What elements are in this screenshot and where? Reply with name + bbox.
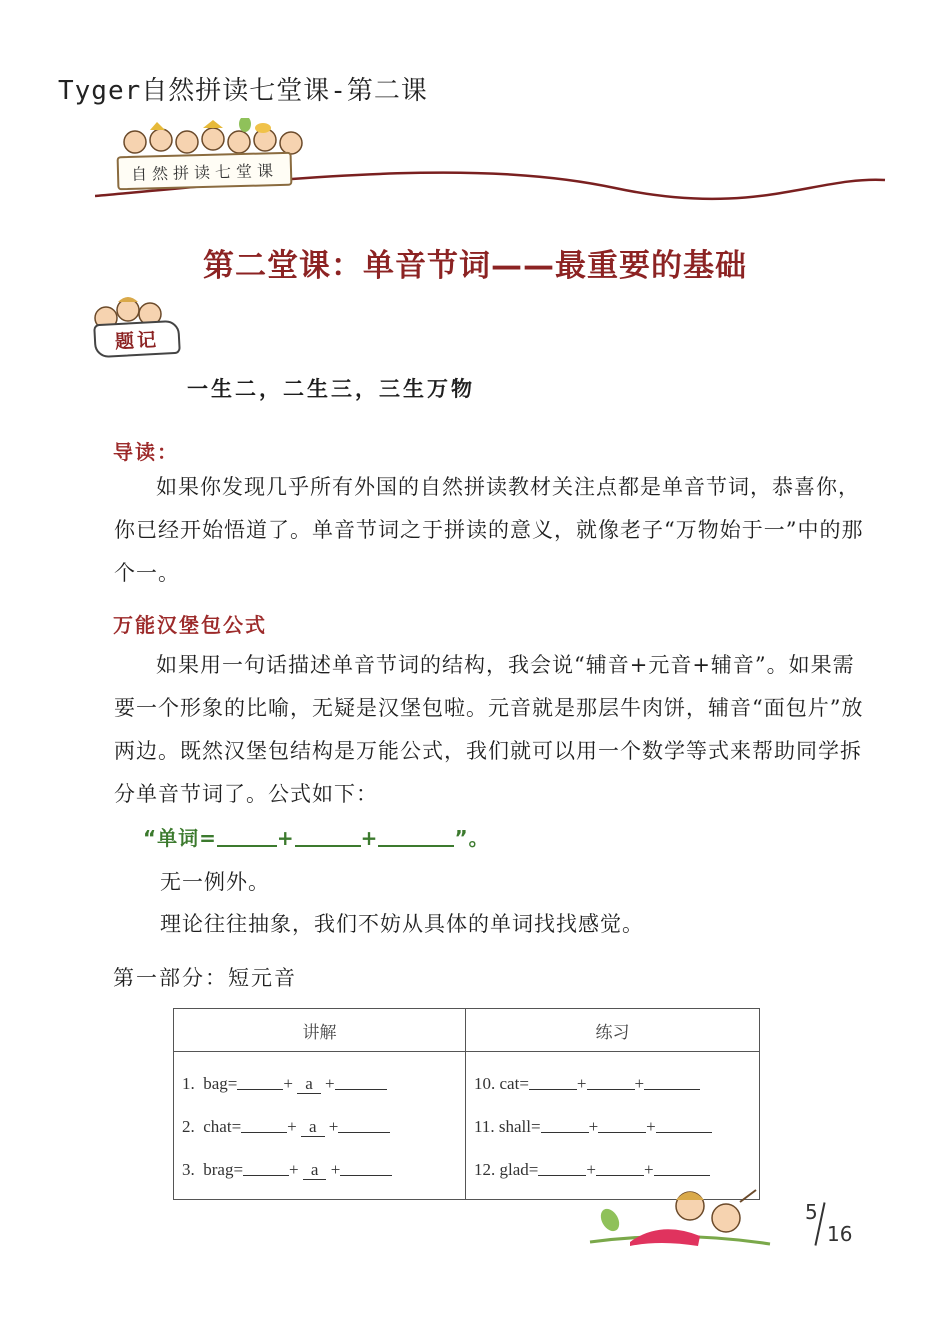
- answer-blank[interactable]: [338, 1118, 390, 1133]
- answer-blank[interactable]: [654, 1161, 710, 1176]
- answer-blank[interactable]: [237, 1075, 283, 1090]
- formula-plus-2: +: [360, 826, 379, 850]
- row-word: chat=: [203, 1117, 242, 1136]
- row-word: 10. cat=: [474, 1074, 529, 1093]
- answer-blank[interactable]: [340, 1161, 392, 1176]
- row-number: 2.: [182, 1117, 195, 1136]
- formula-paragraph: [114, 644, 874, 816]
- row-number: 1.: [182, 1074, 195, 1093]
- formula-blank-3: [378, 827, 454, 847]
- kids-lying-icon: [580, 1180, 780, 1260]
- answer-blank[interactable]: [241, 1118, 287, 1133]
- part1-title: 第一部分：短元音: [113, 966, 297, 990]
- daodu-paragraph-text: 如果你发现几乎所有外国的自然拼读教材关注点都是单音节词，恭喜你，你已经开始悟道了。单音节词之于拼读的意义，就像老子“万物始于一”中的那个一。: [114, 475, 864, 585]
- vowel-answer: a: [303, 1161, 327, 1180]
- table-header-explain: 讲解: [174, 1009, 466, 1052]
- row-number: 3.: [182, 1160, 195, 1179]
- kids-lying-illustration: [580, 1180, 780, 1264]
- answer-blank[interactable]: [243, 1161, 289, 1176]
- motto-text: 一生二，二生三，三生万物: [187, 376, 475, 401]
- practice-row: 12. glad= + +: [474, 1148, 759, 1191]
- row-word: brag=: [203, 1160, 244, 1179]
- formula-plus-1: +: [276, 826, 295, 850]
- tiji-label: 题记: [93, 320, 181, 358]
- explain-row: 3. brag= + a +: [182, 1148, 465, 1191]
- daodu-heading: 导读：: [113, 440, 179, 464]
- banner-label: 自然拼读七堂课: [117, 152, 293, 191]
- row-word: 11. shall=: [474, 1117, 541, 1136]
- chapter-title: 第二堂课：单音节词——最重要的基础: [203, 248, 747, 284]
- short-vowel-table: [173, 1008, 760, 1200]
- practice-cell: [466, 1052, 760, 1200]
- theory-text: 理论往往抽象，我们不妨从具体的单词找找感觉。: [160, 912, 644, 936]
- tiji-sign: [86, 292, 196, 364]
- hamburger-formula: [143, 822, 490, 851]
- formula-paragraph-text: 如果用一句话描述单音节词的结构，我会说“辅音+元音+辅音”。如果需要一个形象的比喻，无疑是汉堡包啦。元音就是那层牛肉饼，辅音“面包片”放两边。既然汉堡包结构是万能公式，我们就可以用一个数学等式来帮助同学拆分单音节词了。公式如下：: [114, 653, 864, 806]
- vowel-answer: a: [297, 1075, 321, 1094]
- no-exception-text: 无一例外。: [160, 870, 270, 894]
- answer-blank[interactable]: [598, 1118, 646, 1133]
- practice-row: 11. shall= + +: [474, 1105, 759, 1148]
- formula-blank-2: [295, 827, 361, 847]
- answer-blank[interactable]: [656, 1118, 712, 1133]
- formula-close: ”。: [454, 826, 490, 850]
- practice-row: 10. cat= + +: [474, 1062, 759, 1105]
- formula-heading: 万能汉堡包公式: [113, 613, 267, 637]
- page-total: 16: [827, 1222, 853, 1246]
- answer-blank[interactable]: [541, 1118, 589, 1133]
- formula-blank-1: [217, 827, 277, 847]
- explain-row: 2. chat= + a +: [182, 1105, 465, 1148]
- answer-blank[interactable]: [335, 1075, 387, 1090]
- answer-blank[interactable]: [529, 1075, 577, 1090]
- answer-blank[interactable]: [644, 1075, 700, 1090]
- chapter-banner: [95, 118, 895, 208]
- formula-open: “单词=: [143, 826, 217, 850]
- row-word: 12. glad=: [474, 1160, 539, 1179]
- daodu-paragraph: [114, 466, 874, 595]
- explain-cell: [174, 1052, 466, 1200]
- answer-blank[interactable]: [538, 1161, 586, 1176]
- vowel-answer: a: [301, 1118, 325, 1137]
- explain-row: 1. bag= + a +: [182, 1062, 465, 1105]
- kids-heads-icon: [124, 118, 302, 154]
- page-number: [803, 1200, 863, 1250]
- document-header-title: Tyger自然拼读七堂课-第二课: [58, 76, 428, 106]
- row-word: bag=: [203, 1074, 238, 1093]
- page-current: 5: [805, 1200, 818, 1224]
- answer-blank[interactable]: [587, 1075, 635, 1090]
- answer-blank[interactable]: [596, 1161, 644, 1176]
- table-header-practice: 练习: [466, 1009, 760, 1052]
